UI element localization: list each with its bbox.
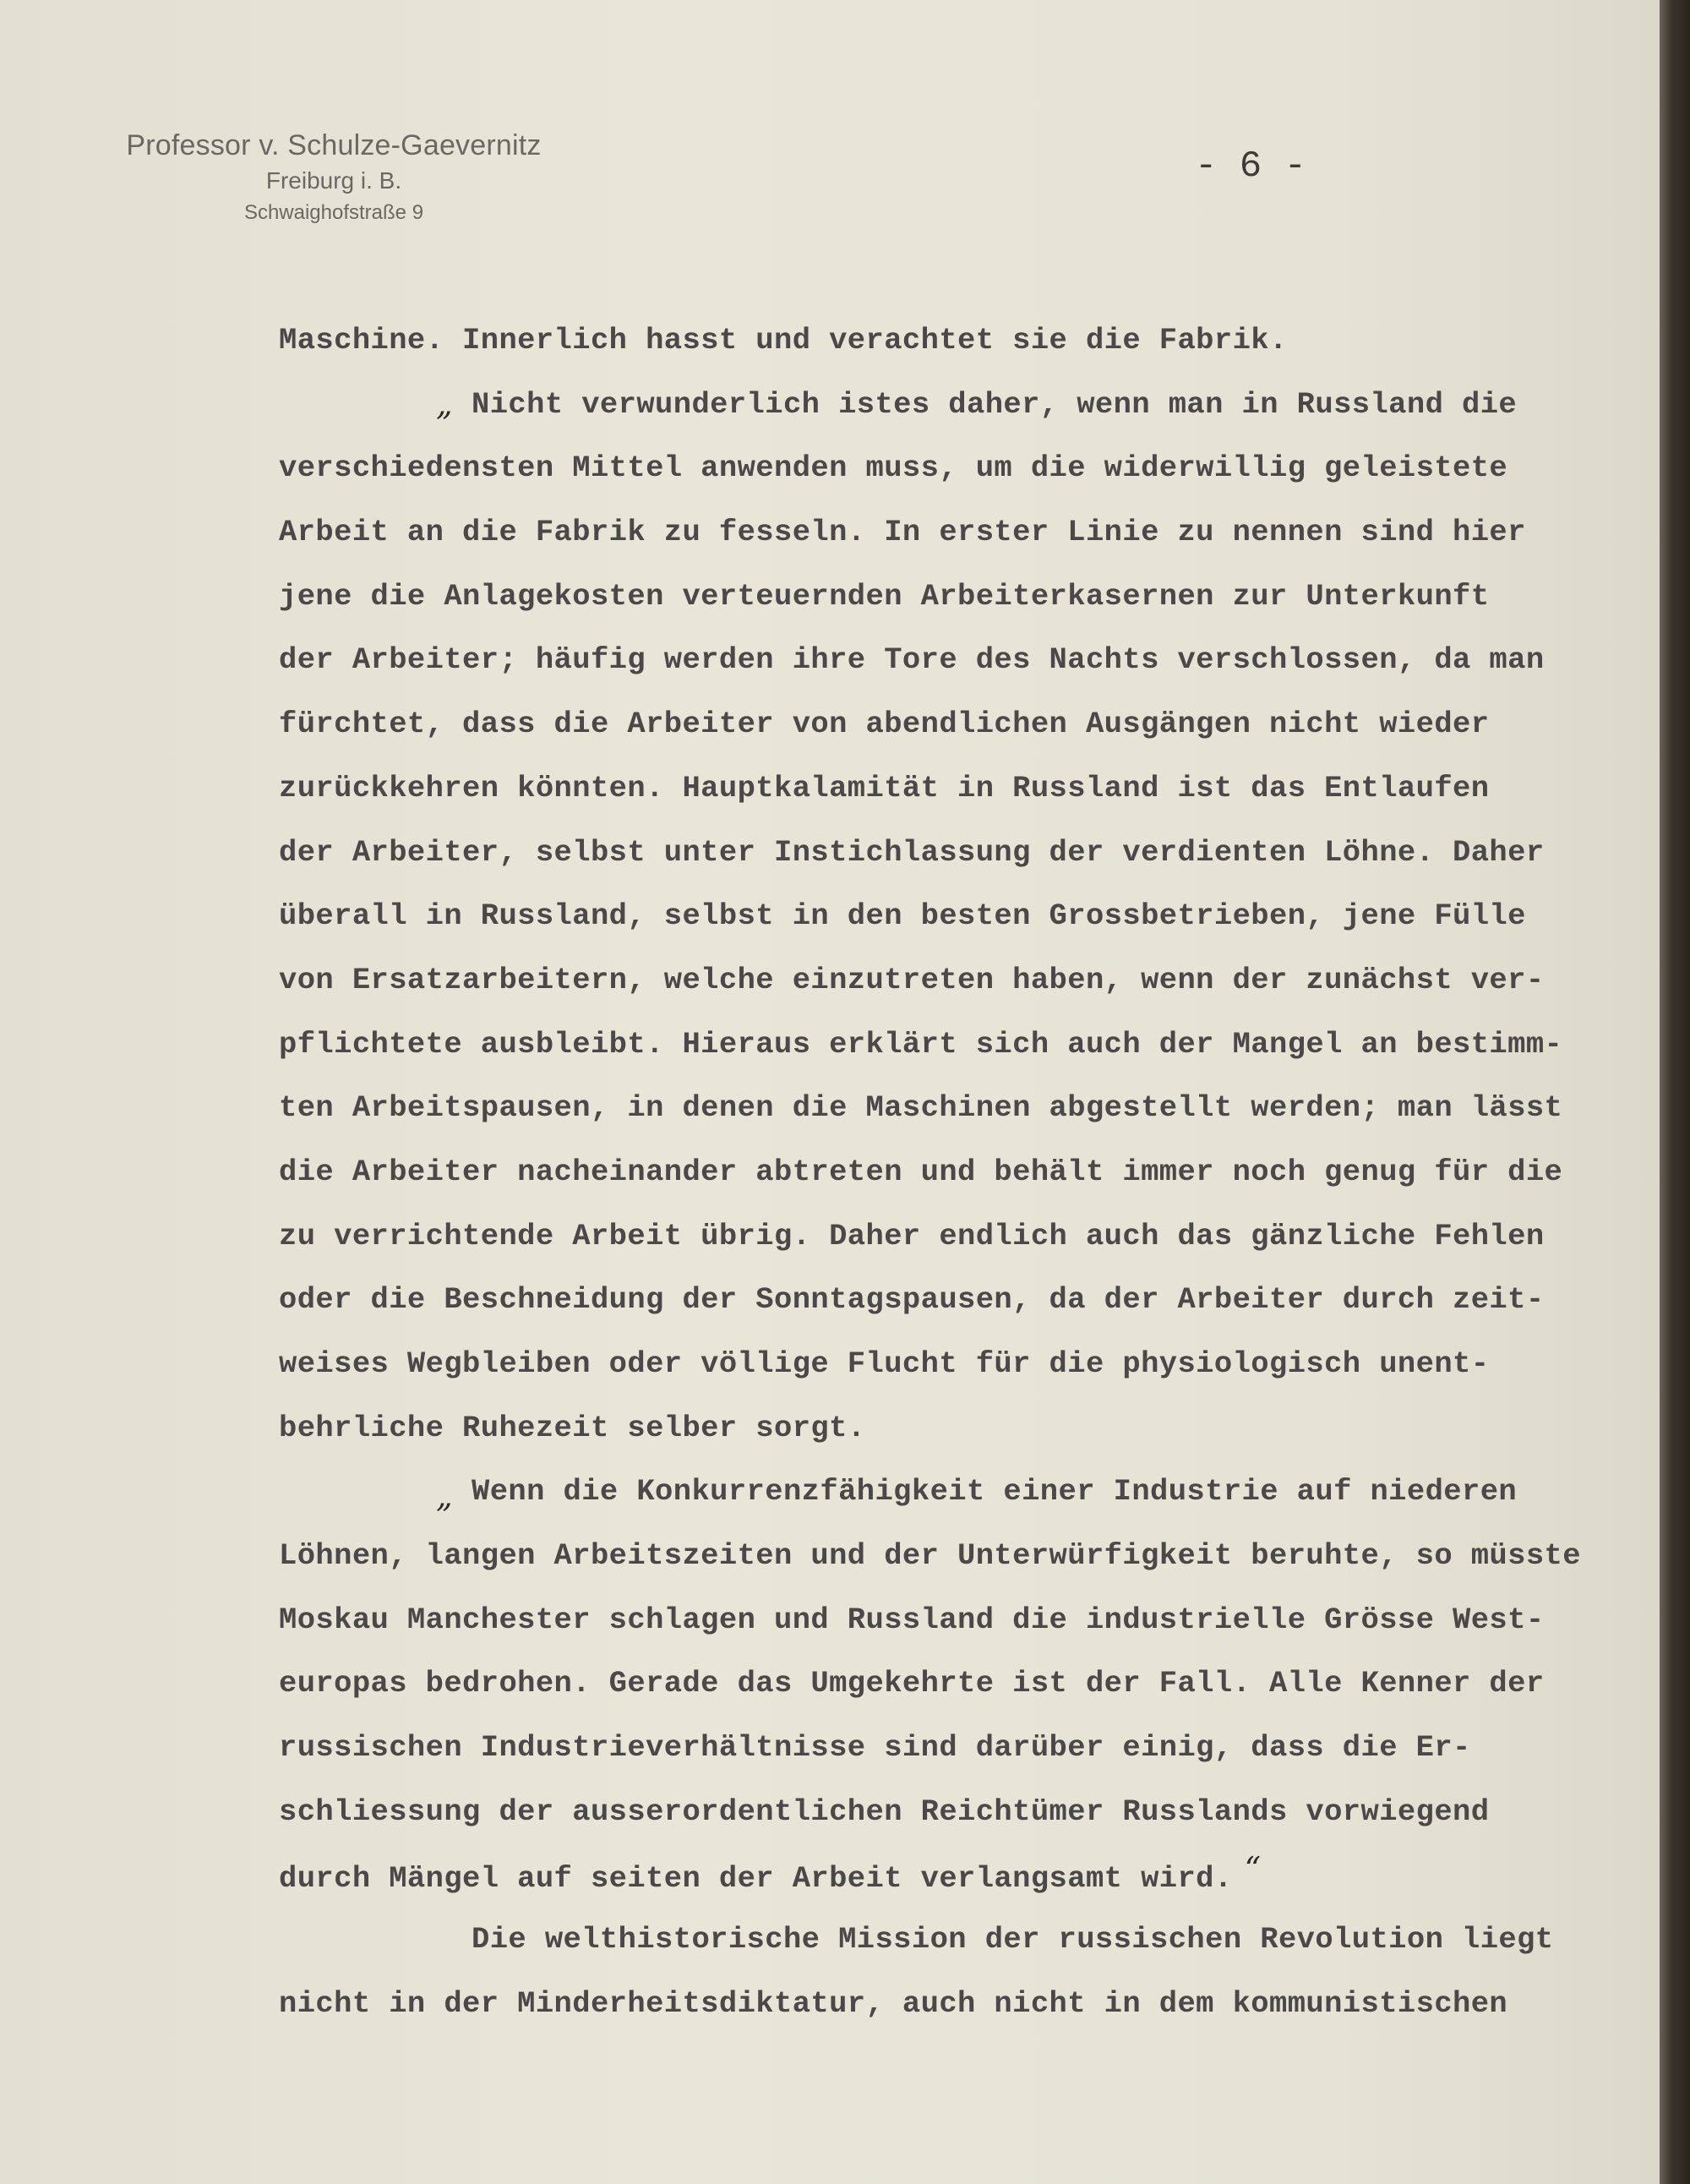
handwritten-quote-mark: “ — [1244, 1849, 1262, 1887]
text-line: der Arbeiter, selbst unter Instichlassung der verdienten Löhne. Daher — [279, 834, 1545, 870]
text-line: verschiedensten Mittel anwenden muss, um die widerwillig geleistete — [279, 450, 1508, 486]
text-line: zu verrichtende Arbeit übrig. Daher endlich auch das gänzliche Fehlen — [279, 1218, 1545, 1253]
text-line: von Ersatzarbeitern, welche einzutreten haben, wenn der zunächst ver- — [279, 962, 1545, 997]
letterhead-street: Schwaighofstraße 9 — [243, 201, 424, 224]
text-line: Arbeit an die Fabrik zu fesseln. In erster Linie zu nennen sind hier — [279, 515, 1526, 550]
letterhead-name: Professor v. Schulze-Gaevernitz — [126, 129, 542, 161]
text-line: pflichtete ausbleibt. Hieraus erklärt sich auch der Mangel an bestimm- — [279, 1026, 1563, 1062]
text-line: europas bedrohen. Gerade das Umgekehrte ist der Fall. Alle Kenner der — [279, 1666, 1545, 1701]
typescript-body — [279, 308, 1665, 2036]
page-number: - 6 - — [1194, 145, 1307, 188]
text-line: schliessung der ausserordentlichen Reichtümer Russlands vorwiegend — [279, 1794, 1490, 1829]
letterhead-city: Freiburg i. B. — [265, 167, 402, 194]
text-line: Moskau Manchester schlagen und Russland die industrielle Grösse West- — [279, 1602, 1545, 1637]
text-line — [279, 1460, 1665, 1524]
text-line-content: Nicht verwunderlich istes daher, wenn man in Russland die — [472, 386, 1518, 422]
text-line: weises Wegbleiben oder völlige Flucht für die physiologisch unent- — [279, 1346, 1490, 1381]
text-line: fürchtet, dass die Arbeiter von abendlichen Ausgängen nicht wieder — [279, 707, 1490, 742]
handwritten-quote-mark: „ — [436, 385, 454, 423]
text-line: überall in Russland, selbst in den besten Grossbetrieben, jene Fülle — [279, 898, 1526, 934]
text-line: behrliche Ruhezeit selber sorgt. — [279, 1410, 866, 1445]
text-line: jene die Anlagekosten verteuernden Arbeiterkasernen zur Unterkunft — [279, 578, 1490, 614]
text-line: nicht in der Minderheitsdiktatur, auch nicht in dem kommunistischen — [279, 1985, 1508, 2021]
text-line-content: durch Mängel auf seiten der Arbeit verlangsamt wird. — [279, 1860, 1233, 1896]
text-line: Löhnen, langen Arbeitszeiten und der Unterwürfigkeit beruhte, so müsste — [279, 1538, 1581, 1574]
text-line: Maschine. Innerlich hasst und verachtet sie die Fabrik. — [279, 323, 1288, 358]
text-line: ten Arbeitspausen, in denen die Maschinen abgestellt werden; man lässt — [279, 1090, 1563, 1126]
text-line — [279, 1844, 1665, 1908]
handwritten-quote-mark: „ — [436, 1477, 454, 1515]
text-line-content: Wenn die Konkurrenzfähigkeit einer Industrie auf niederen — [472, 1474, 1518, 1510]
text-line: Die welthistorische Mission der russischen Revolution liegt — [472, 1922, 1554, 1957]
text-line: zurückkehren könnten. Hauptkalamität in Russland ist das Entlaufen — [279, 770, 1490, 805]
text-line: oder die Beschneidung der Sonntagspausen, da der Arbeiter durch zeit- — [279, 1282, 1545, 1318]
text-line: der Arbeiter; häufig werden ihre Tore des Nachts verschlossen, da man — [279, 642, 1545, 678]
text-line: russischen Industrieverhältnisse sind darüber einig, dass die Er- — [279, 1730, 1471, 1766]
letterhead — [80, 127, 587, 228]
text-line — [279, 373, 1665, 437]
scan-background-edge — [1660, 0, 1690, 2184]
text-line: die Arbeiter nacheinander abtreten und behält immer noch genug für die — [279, 1154, 1563, 1189]
